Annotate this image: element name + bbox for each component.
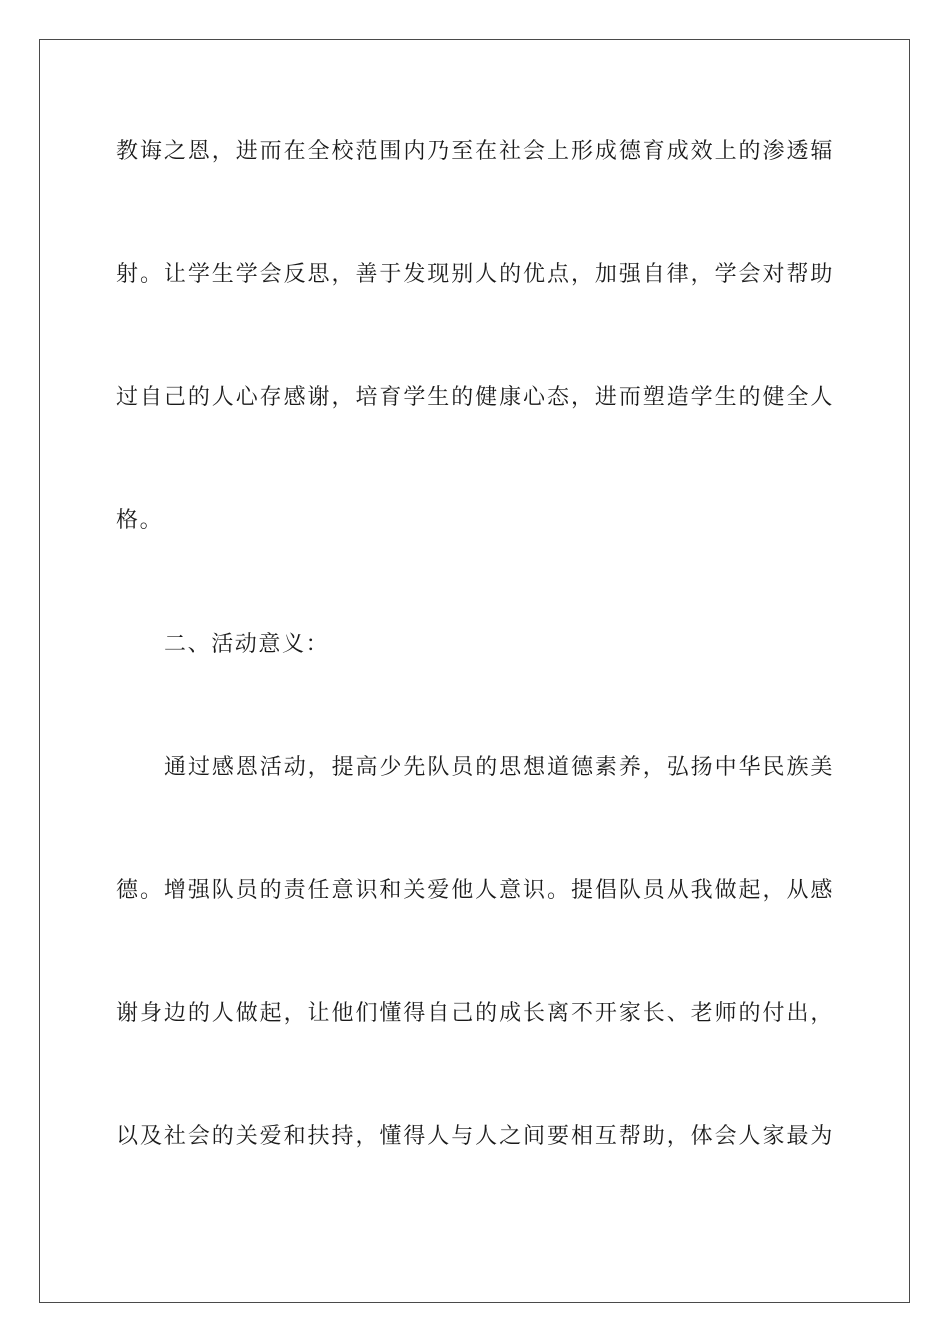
section-heading: 二、活动意义：	[164, 632, 330, 657]
paragraph-line-4: 格。	[116, 508, 164, 533]
paragraph-line-6: 德。增强队员的责任意识和关爱他人意识。提倡队员从我做起，从感	[116, 878, 834, 903]
paragraph-line-1: 教诲之恩，进而在全校范围内乃至在社会上形成德育成效上的渗透辐	[116, 139, 834, 164]
page-border	[39, 39, 910, 1303]
paragraph-line-3: 过自己的人心存感谢，培育学生的健康心态，进而塑造学生的健全人	[116, 385, 834, 410]
paragraph-line-2: 射。让学生学会反思，善于发现别人的优点，加强自律，学会对帮助	[116, 262, 834, 287]
paragraph-line-8: 以及社会的关爱和扶持，懂得人与人之间要相互帮助，体会人家最为	[116, 1124, 834, 1149]
paragraph-line-7: 谢身边的人做起，让他们懂得自己的成长离不开家长、老师的付出，	[116, 1001, 834, 1026]
paragraph-line-5: 通过感恩活动，提高少先队员的思想道德素养，弘扬中华民族美	[164, 755, 834, 780]
